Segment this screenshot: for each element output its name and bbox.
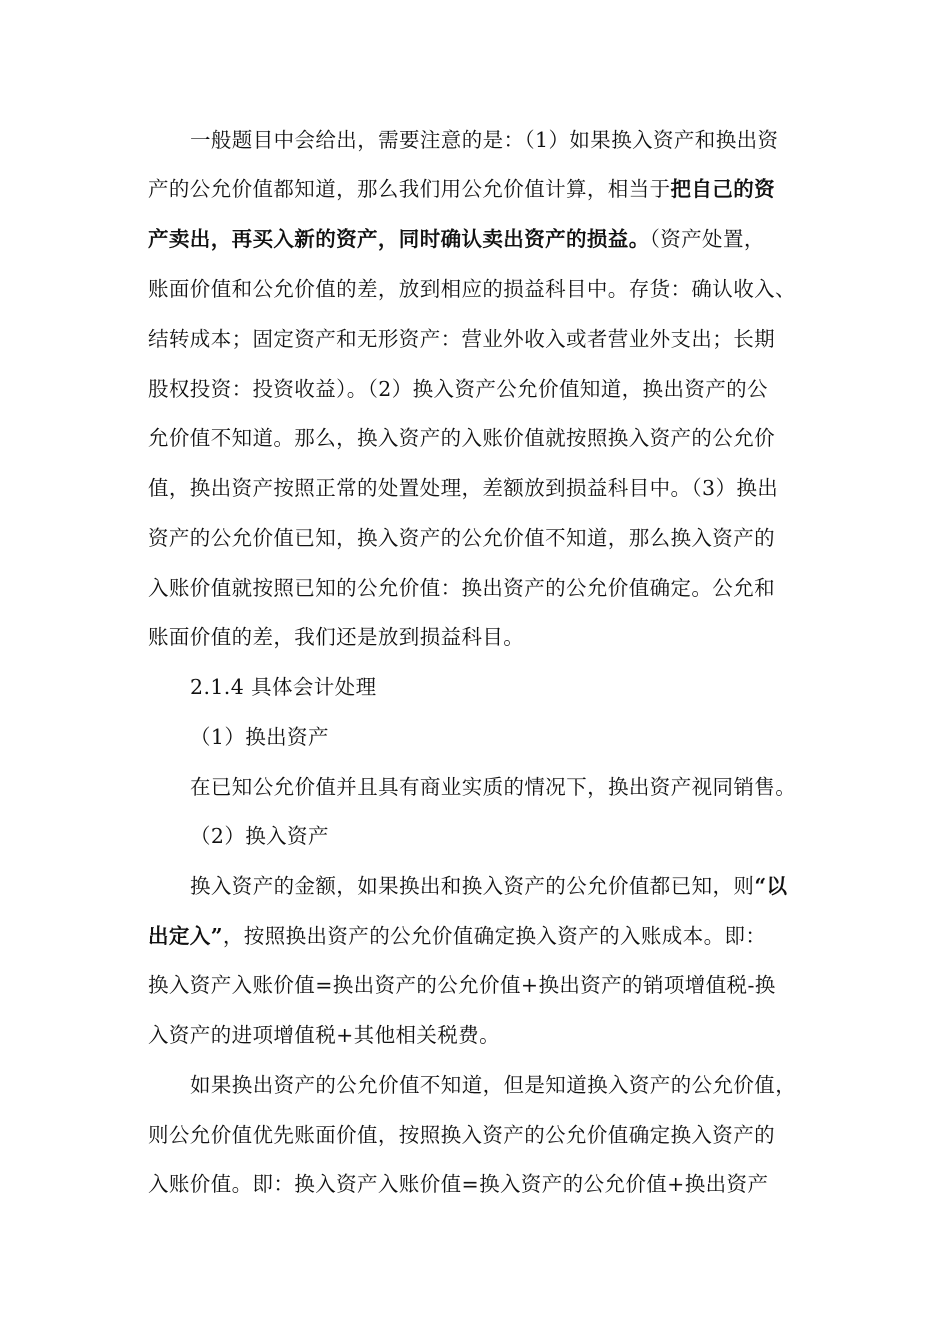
paragraph-line bbox=[148, 1167, 828, 1201]
paragraph-line bbox=[148, 272, 828, 306]
paragraph-line bbox=[148, 571, 828, 605]
paragraph-line bbox=[148, 471, 828, 505]
line-text: 账面价值和公允价值的差，放到相应的损益科目中。存货：确认收入、 bbox=[148, 277, 796, 301]
subsection-heading bbox=[190, 819, 830, 853]
paragraph-line bbox=[148, 222, 828, 256]
bold-text: 把自己的资 bbox=[670, 177, 775, 201]
line-text: 产的公允价值都知道，那么我们用公允价值计算，相当于 bbox=[148, 177, 671, 201]
bold-text: 产卖出，再买入新的资产，同时确认卖出资产的损益。 bbox=[148, 227, 650, 251]
subsection-heading-text: （1）换出资产 bbox=[190, 725, 329, 749]
paragraph-line bbox=[148, 172, 828, 206]
line-text: 股权投资：投资收益）。（2）换入资产公允价值知道，换出资产的公 bbox=[148, 377, 768, 401]
line-text: 入资产的进项增值税+其他相关税费。 bbox=[148, 1023, 500, 1047]
paragraph-line bbox=[190, 770, 830, 804]
line-text: 账面价值的差，我们还是放到损益科目。 bbox=[148, 625, 525, 649]
line-text: 换入资产入账价值=换出资产的公允价值+换出资产的销项增值税-换 bbox=[148, 973, 776, 997]
paragraph-line bbox=[148, 421, 828, 455]
paragraph-line bbox=[148, 1018, 828, 1052]
section-heading-text: 2.1.4 具体会计处理 bbox=[190, 675, 377, 699]
line-text: 则公允价值优先账面价值，按照换入资产的公允价值确定换入资产的 bbox=[148, 1123, 775, 1147]
line-text: 一般题目中会给出，需要注意的是：（1）如果换入资产和换出资 bbox=[190, 128, 779, 152]
line-text: 结转成本；固定资产和无形资产：营业外收入或者营业外支出；长期 bbox=[148, 327, 775, 351]
paragraph-line bbox=[190, 123, 830, 157]
line-text: 值，换出资产按照正常的处置处理，差额放到损益科目中。（3）换出 bbox=[148, 476, 779, 500]
bold-text: “以 bbox=[754, 874, 788, 898]
line-text: （资产处置， bbox=[649, 227, 765, 251]
line-text: ，按照换出资产的公允价值确定换入资产的入账成本。即： bbox=[222, 924, 767, 948]
line-text: 如果换出资产的公允价值不知道，但是知道换入资产的公允价值， bbox=[190, 1073, 797, 1097]
bold-text: 出定入” bbox=[148, 924, 223, 948]
paragraph-line bbox=[148, 620, 828, 654]
line-text: 换入资产的金额，如果换出和换入资产的公允价值都已知，则 bbox=[190, 874, 755, 898]
line-text: 允价值不知道。那么，换入资产的入账价值就按照换入资产的公允价 bbox=[148, 426, 775, 450]
paragraph-line bbox=[148, 322, 828, 356]
paragraph-line bbox=[148, 968, 828, 1002]
subsection-heading-text: （2）换入资产 bbox=[190, 824, 329, 848]
line-text: 入账价值。即：换入资产入账价值=换入资产的公允价值+换出资产 bbox=[148, 1172, 769, 1196]
paragraph-line bbox=[190, 1068, 830, 1102]
paragraph-line bbox=[148, 521, 828, 555]
paragraph-line bbox=[148, 372, 828, 406]
subsection-heading bbox=[190, 720, 830, 754]
line-text: 资产的公允价值已知，换入资产的公允价值不知道，那么换入资产的 bbox=[148, 526, 775, 550]
paragraph-line bbox=[148, 1118, 828, 1152]
paragraph-line bbox=[190, 869, 830, 903]
section-heading bbox=[190, 670, 830, 704]
paragraph-line bbox=[148, 919, 828, 953]
line-text: 入账价值就按照已知的公允价值：换出资产的公允价值确定。公允和 bbox=[148, 576, 775, 600]
line-text: 在已知公允价值并且具有商业实质的情况下，换出资产视同销售。 bbox=[190, 775, 797, 799]
